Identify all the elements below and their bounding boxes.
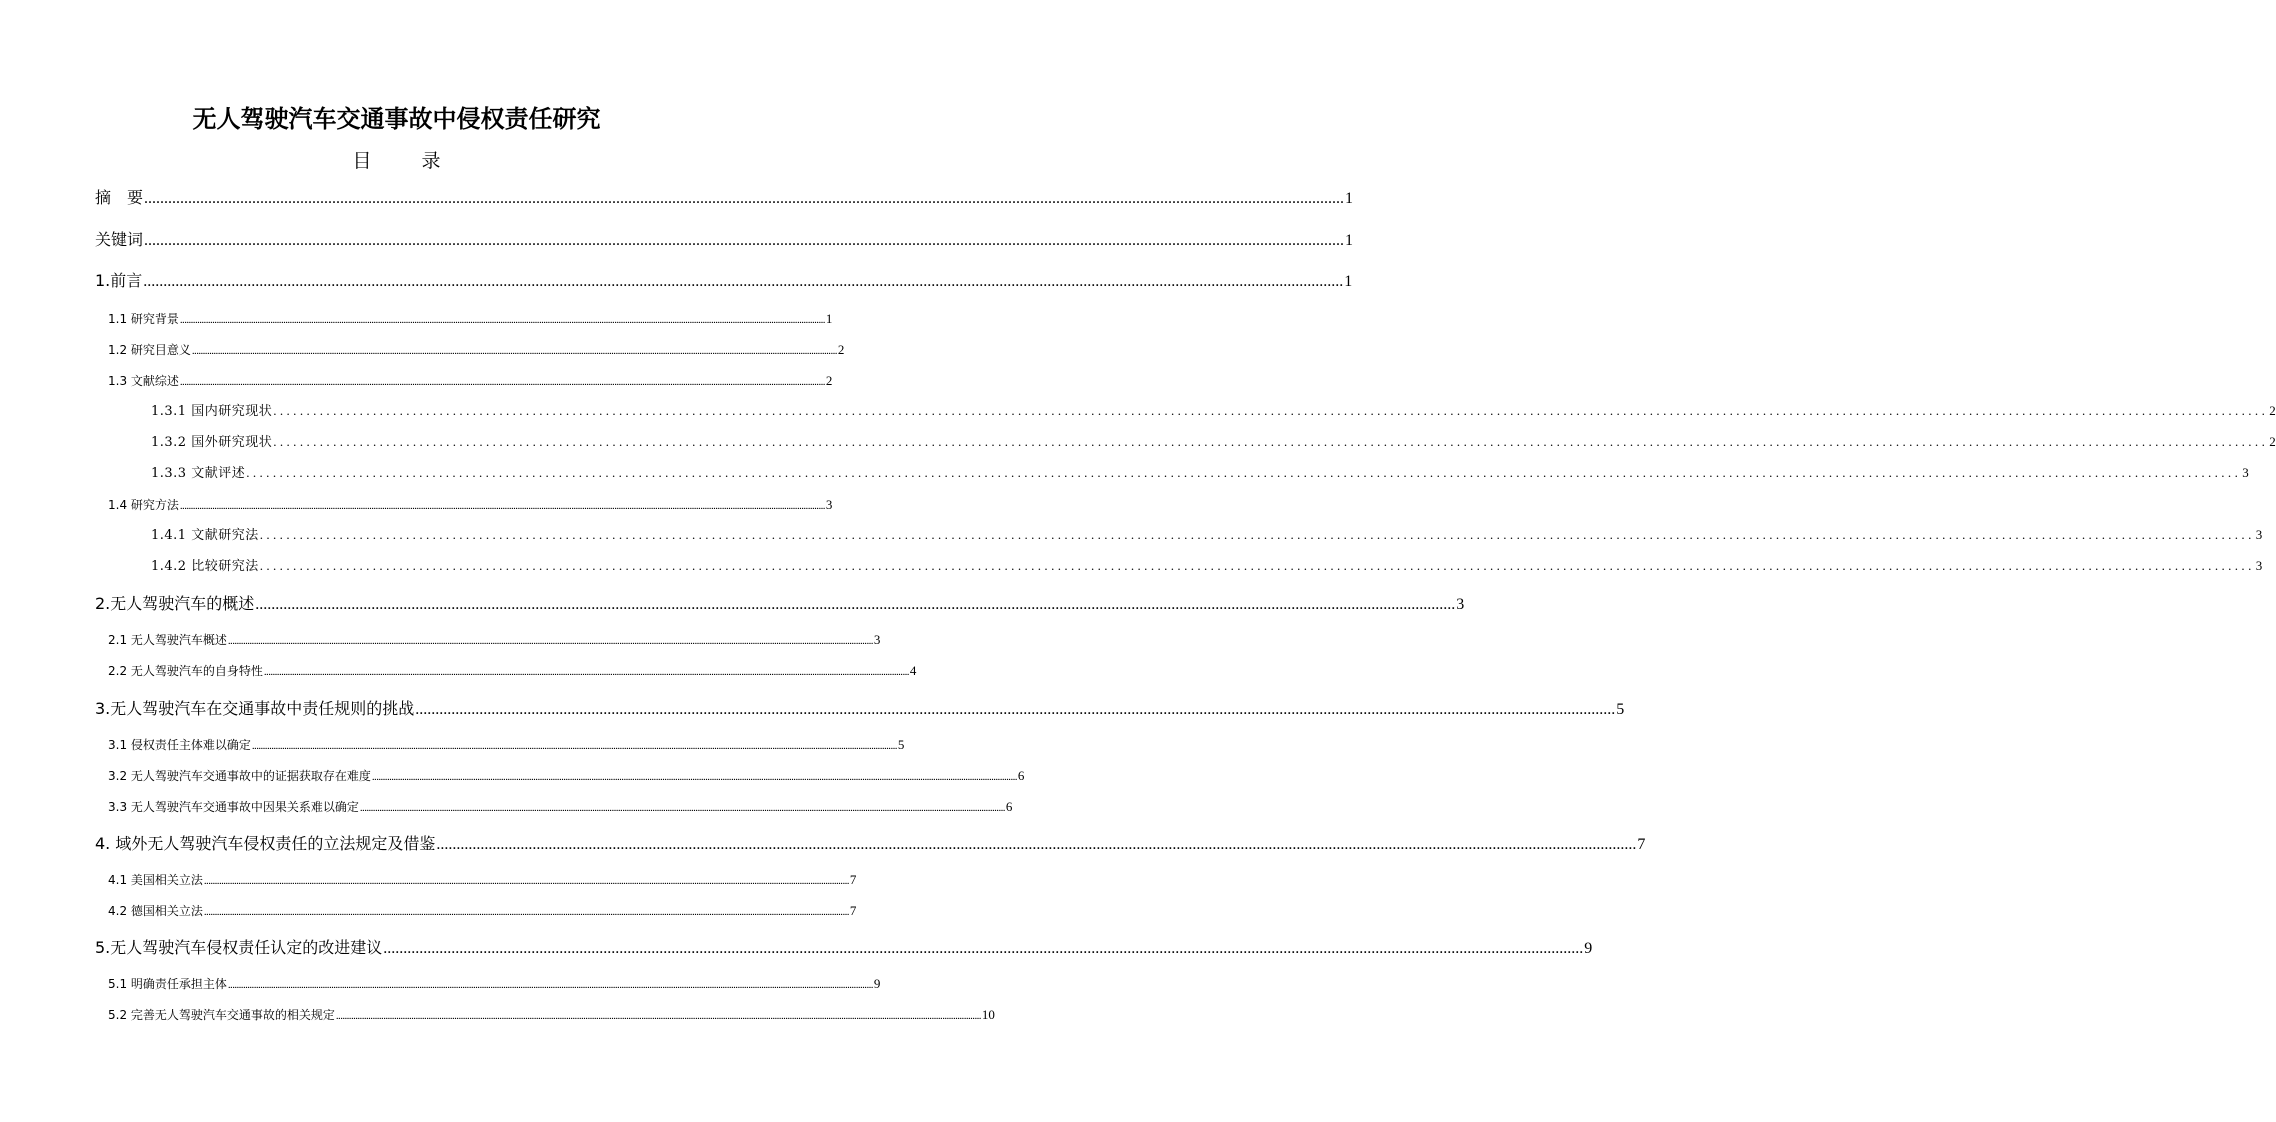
toc-entry[interactable] <box>95 271 1353 290</box>
toc-entry-label: 1.3.3 文献评述 <box>151 466 246 481</box>
toc-entry-label: 1.4.1 文献研究法 <box>151 528 259 543</box>
toc-page-number: 1 <box>1345 190 1354 207</box>
toc-page-number: 3 <box>873 632 881 647</box>
toc-page-number: 10 <box>981 1007 995 1022</box>
toc-entry[interactable] <box>108 768 1025 783</box>
toc-entry[interactable] <box>108 663 917 678</box>
toc-page-number: 1 <box>825 311 833 326</box>
toc-page-number: 7 <box>849 872 857 887</box>
toc-entry[interactable] <box>95 230 1354 249</box>
toc-leader-dots: ............................................................................................................................................................................................................................................................................................................ <box>436 836 1637 853</box>
toc-page-number: 4 <box>909 663 917 678</box>
toc-leader-dots: ............................................................................................................................................................................................................................................................................................................ <box>227 635 873 647</box>
toc-entry-label: 1.3.1 国内研究现状 <box>151 404 273 419</box>
toc-leader-dots: ............................................................................................................................................................................................................................................................................................................ <box>383 940 1584 957</box>
toc-entry-label: 5.2 完善无人驾驶汽车交通事故的相关规定 <box>108 1008 335 1022</box>
toc-page-number: 5 <box>1616 701 1625 718</box>
toc-entry-label: 2.1 无人驾驶汽车概述 <box>108 633 227 647</box>
toc-entry-label: 5.无人驾驶汽车侵权责任认定的改进建议 <box>95 938 383 957</box>
toc-entry[interactable] <box>108 632 881 647</box>
toc-heading: 目 录 <box>352 150 463 172</box>
toc-entry[interactable] <box>95 188 1354 207</box>
toc-page-number: 3 <box>2255 527 2263 542</box>
toc-entry[interactable] <box>151 434 2276 450</box>
toc-leader-dots: ............................................................................................................................................................................................................................................................................................................ <box>179 500 825 512</box>
toc-leader-dots: ............................................................................................................................................................................................................................................................................................................ <box>246 465 2242 480</box>
toc-leader-dots: ............................................................................................................................................................................................................................................................................................................ <box>203 906 849 918</box>
toc-entry[interactable] <box>108 497 833 512</box>
toc-leader-dots: ............................................................................................................................................................................................................................................................................................................ <box>144 190 1345 207</box>
toc-entry-label: 1.4 研究方法 <box>108 498 179 512</box>
toc-entry-label: 2.无人驾驶汽车的概述 <box>95 594 255 613</box>
toc-page-number: 7 <box>1637 836 1646 853</box>
toc-page-number: 7 <box>849 903 857 918</box>
toc-entry-label: 4.1 美国相关立法 <box>108 873 203 887</box>
toc-page-number: 2 <box>825 373 833 388</box>
toc-leader-dots: ............................................................................................................................................................................................................................................................................................................ <box>191 345 837 357</box>
toc-leader-dots: ............................................................................................................................................................................................................................................................................................................ <box>251 740 897 752</box>
toc-leader-dots: ............................................................................................................................................................................................................................................................................................................ <box>371 771 1017 783</box>
toc-entry[interactable] <box>108 903 857 918</box>
toc-leader-dots: ............................................................................................................................................................................................................................................................................................................ <box>359 802 1005 814</box>
toc-entry[interactable] <box>151 465 2249 481</box>
toc-leader-dots: ............................................................................................................................................................................................................................................................................................................ <box>263 666 909 678</box>
toc-leader-dots: ............................................................................................................................................................................................................................................................................................................ <box>203 875 849 887</box>
toc-entry[interactable] <box>108 1007 995 1022</box>
toc-leader-dots: ............................................................................................................................................................................................................................................................................................................ <box>179 376 825 388</box>
toc-entry[interactable] <box>95 938 1593 957</box>
toc-entry-label: 3.3 无人驾驶汽车交通事故中因果关系难以确定 <box>108 800 359 814</box>
toc-entry[interactable] <box>108 799 1013 814</box>
toc-entry[interactable] <box>151 403 2276 419</box>
toc-leader-dots: ............................................................................................................................................................................................................................................................................................................ <box>273 403 2269 418</box>
toc-leader-dots: ............................................................................................................................................................................................................................................................................................................ <box>143 273 1344 290</box>
toc-entry-label: 1.2 研究目意义 <box>108 343 191 357</box>
toc-entry[interactable] <box>108 311 833 326</box>
toc-page-number: 2 <box>2269 403 2276 418</box>
toc-leader-dots: ............................................................................................................................................................................................................................................................................................................ <box>255 596 1456 613</box>
toc-entry[interactable] <box>108 342 845 357</box>
toc-entry-label: 4.2 德国相关立法 <box>108 904 203 918</box>
toc-entry-label: 1.1 研究背景 <box>108 312 179 326</box>
toc-entry[interactable] <box>95 834 1646 853</box>
toc-page-number: 6 <box>1005 799 1013 814</box>
toc-page-number: 3 <box>2255 558 2263 573</box>
toc-entry[interactable] <box>108 737 905 752</box>
toc-page-number: 9 <box>873 976 881 991</box>
toc-page-number: 3 <box>1456 596 1465 613</box>
toc-leader-dots: ............................................................................................................................................................................................................................................................................................................ <box>273 434 2269 449</box>
toc-entry-label: 1.4.2 比较研究法 <box>151 559 259 574</box>
toc-leader-dots: ............................................................................................................................................................................................................................................................................................................ <box>259 558 2255 573</box>
toc-entry-label: 2.2 无人驾驶汽车的自身特性 <box>108 664 263 678</box>
toc-entry[interactable] <box>108 872 857 887</box>
toc-entry-label: 1.3 文献综述 <box>108 374 179 388</box>
toc-leader-dots: ............................................................................................................................................................................................................................................................................................................ <box>179 314 825 326</box>
toc-page-number: 3 <box>2242 465 2249 480</box>
toc-entry-label: 4. 域外无人驾驶汽车侵权责任的立法规定及借鉴 <box>95 834 436 853</box>
toc-entry-label: 1.前言 <box>95 271 143 290</box>
toc-page-number: 1 <box>1344 273 1353 290</box>
toc-page-number: 3 <box>825 497 833 512</box>
toc-entry-label: 3.无人驾驶汽车在交通事故中责任规则的挑战 <box>95 699 415 718</box>
toc-page-number: 6 <box>1017 768 1025 783</box>
toc-entry[interactable] <box>95 594 1465 613</box>
toc-entry-label: 3.1 侵权责任主体难以确定 <box>108 738 251 752</box>
toc-entry-label: 摘 要 <box>95 188 144 207</box>
toc-leader-dots: ............................................................................................................................................................................................................................................................................................................ <box>415 701 1616 718</box>
toc-page-number: 5 <box>897 737 905 752</box>
toc-leader-dots: ............................................................................................................................................................................................................................................................................................................ <box>335 1010 981 1022</box>
toc-page-number: 2 <box>837 342 845 357</box>
toc-entry-label: 关键词 <box>95 230 144 249</box>
toc-entry[interactable] <box>151 527 2263 543</box>
toc-entry[interactable] <box>95 699 1625 718</box>
toc-entry[interactable] <box>151 558 2263 574</box>
toc-entry[interactable] <box>108 373 833 388</box>
toc-leader-dots: ............................................................................................................................................................................................................................................................................................................ <box>144 232 1345 249</box>
toc-entry-label: 5.1 明确责任承担主体 <box>108 977 227 991</box>
toc-page-number: 2 <box>2269 434 2276 449</box>
toc-entry-label: 3.2 无人驾驶汽车交通事故中的证据获取存在难度 <box>108 769 371 783</box>
toc-page-number: 1 <box>1345 232 1354 249</box>
toc-leader-dots: ............................................................................................................................................................................................................................................................................................................ <box>259 527 2255 542</box>
document-title: 无人驾驶汽车交通事故中侵权责任研究 <box>192 105 601 133</box>
toc-entry-label: 1.3.2 国外研究现状 <box>151 435 273 450</box>
toc-entry[interactable] <box>108 976 881 991</box>
toc-leader-dots: ............................................................................................................................................................................................................................................................................................................ <box>227 979 873 991</box>
toc-page-number: 9 <box>1584 940 1593 957</box>
